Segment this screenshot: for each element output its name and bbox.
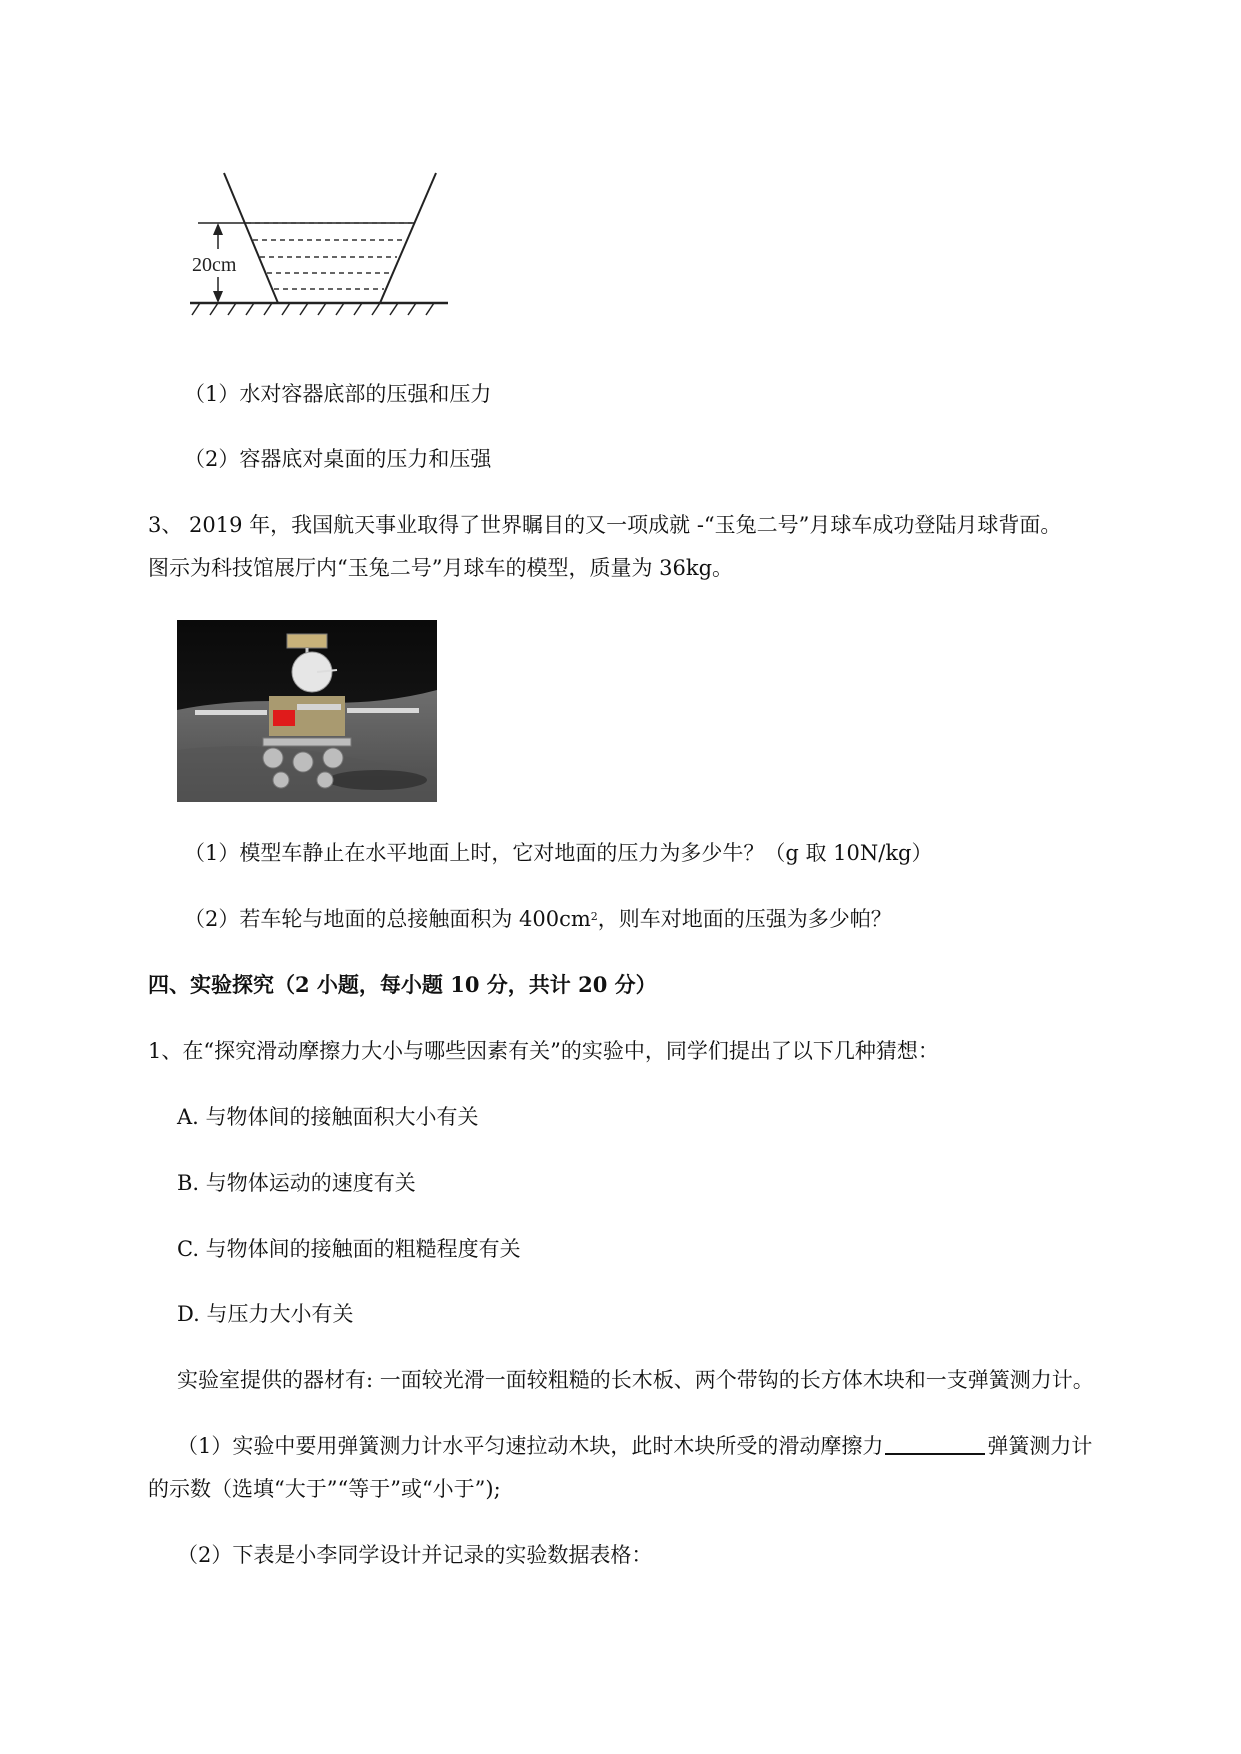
s4-option-c: C. 与物体间的接触面的粗糙程度有关 — [177, 1237, 521, 1261]
ground-hatching — [192, 303, 434, 315]
s4-option-d: D. 与压力大小有关 — [177, 1302, 354, 1326]
dimension-arrow-up — [213, 223, 223, 235]
dimension-label: 20cm — [192, 254, 237, 276]
s4-sub1-text-end: 弹簧测力计 — [987, 1434, 1093, 1458]
q3-sub2-text-end: ，则车对地面的压强为多少帕？ — [597, 907, 892, 931]
s4-sub1-line2: 的示数（选填“大于”“等于”或“小于”); — [148, 1477, 501, 1501]
s4-sub1-text: （1）实验中要用弹簧测力计水平匀速拉动木块，此时木块所受的滑动摩擦力 — [177, 1434, 884, 1458]
q3-sub1: （1）模型车静止在水平地面上时，它对地面的压力为多少牛？（g 取 10N/kg） — [184, 841, 933, 865]
q3-sub2-superscript: 2 — [590, 910, 598, 923]
s4-option-a: A. 与物体间的接触面积大小有关 — [177, 1105, 479, 1129]
q3-stem-line2: 图示为科技馆展厅内“玉兔二号”月球车的模型，质量为 36kg。 — [148, 556, 734, 580]
q2-sub2: （2）容器底对桌面的压力和压强 — [184, 447, 492, 471]
s4-sub2: （2）下表是小李同学设计并记录的实验数据表格： — [177, 1543, 653, 1567]
s4-sub1 — [177, 1431, 1092, 1461]
s4-option-b: B. 与物体运动的速度有关 — [177, 1171, 416, 1195]
answer-blank[interactable] — [885, 1433, 985, 1455]
q3-stem-line1: 3、 2019 年，我国航天事业取得了世界瞩目的又一项成就 -“玉兔二号”月球车成功登陆月球背面。 — [148, 513, 1062, 537]
q3-sub2 — [184, 904, 892, 934]
container-right-wall — [380, 173, 436, 303]
lunar-rover-photo — [177, 620, 437, 802]
container-left-wall — [224, 173, 278, 303]
dimension-arrow-down — [213, 291, 223, 303]
container-diagram — [190, 165, 450, 325]
q2-sub1: （1）水对容器底部的压强和压力 — [184, 382, 492, 406]
s4-equipment: 实验室提供的器材有: 一面较光滑一面较粗糙的长木板、两个带钩的长方体木块和一支弹簧测力计。 — [177, 1368, 1094, 1392]
s4-q1-intro: 1、在“探究滑动摩擦力大小与哪些因素有关”的实验中，同学们提出了以下几种猜想： — [148, 1039, 939, 1063]
q3-sub2-text: （2）若车轮与地面的总接触面积为 400cm — [184, 907, 591, 931]
section4-heading: 四、实验探究（2 小题，每小题 10 分，共计 20 分） — [148, 972, 657, 997]
